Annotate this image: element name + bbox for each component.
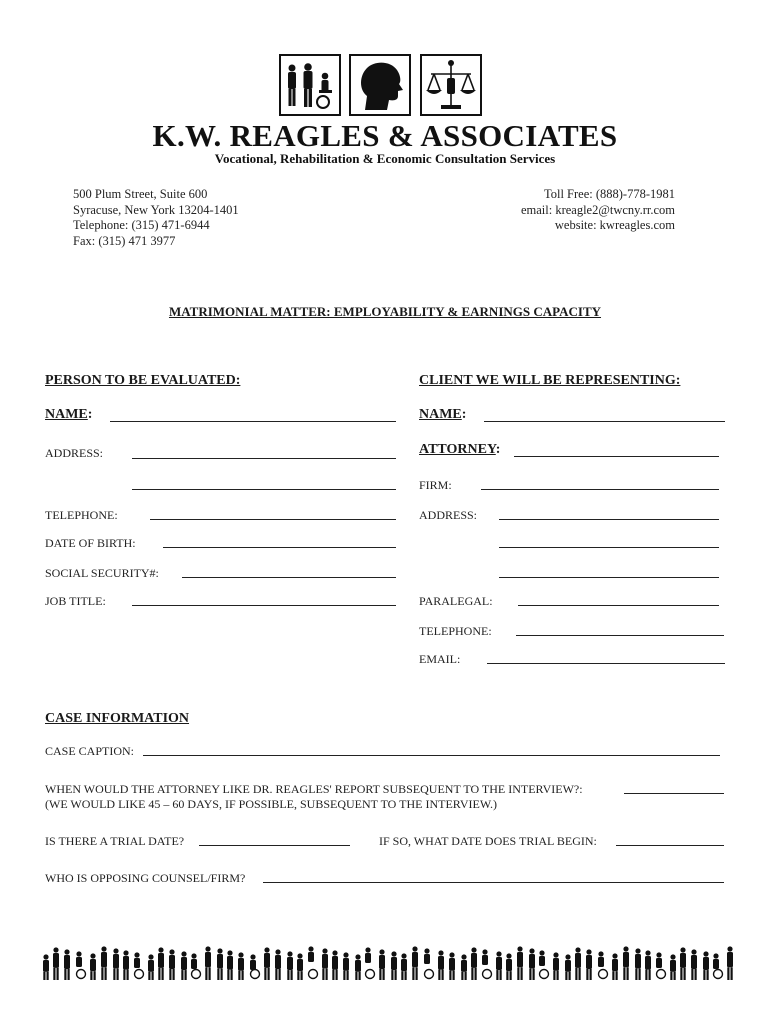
client-telephone-label: TELEPHONE: (419, 624, 492, 638)
client-name-label: NAME: (419, 407, 467, 422)
person-silhouette (169, 949, 175, 980)
person-silhouette (134, 952, 144, 978)
person-silhouette (517, 946, 523, 980)
case-caption-label: CASE CAPTION: (45, 744, 135, 758)
person-silhouette (76, 951, 86, 978)
person-silhouette (343, 952, 349, 980)
contact-line: email: kreagle2@twcny.rr.com (520, 202, 675, 217)
contact-block (521, 187, 675, 234)
person-silhouette (391, 951, 397, 980)
client-address-field[interactable] (499, 519, 719, 520)
person-address-field-2[interactable] (132, 489, 396, 490)
person-silhouette (612, 953, 618, 980)
person-silhouette (461, 954, 467, 980)
person-dob-field[interactable] (163, 547, 396, 548)
opposing-counsel-field[interactable] (263, 882, 724, 883)
client-name-field[interactable] (484, 421, 725, 422)
person-silhouette (713, 953, 723, 978)
person-silhouette (308, 946, 318, 978)
person-silhouette (539, 950, 549, 978)
person-silhouette (401, 953, 407, 980)
person-silhouette (438, 950, 444, 980)
paralegal-field[interactable] (518, 605, 719, 606)
person-dob-label: DATE OF BIRTH: (45, 536, 136, 550)
person-silhouette (565, 954, 571, 980)
person-address-label: ADDRESS: (45, 446, 104, 460)
person-silhouette (287, 951, 293, 980)
trial-date-question: IS THERE A TRIAL DATE? (45, 834, 185, 848)
person-silhouette (635, 948, 641, 980)
person-evaluated-heading: PERSON TO BE EVALUATED: (45, 373, 241, 388)
person-silhouette (264, 947, 270, 980)
case-information-heading: CASE INFORMATION (45, 711, 190, 726)
address-line: Fax: (315) 471 3977 (73, 233, 176, 248)
person-silhouette (43, 954, 49, 980)
person-silhouette (365, 947, 375, 978)
person-silhouette (238, 952, 244, 980)
client-email-label: EMAIL: (419, 652, 461, 666)
people-silhouette-row-icon (40, 944, 738, 980)
trial-begin-field[interactable] (616, 845, 724, 846)
person-silhouette (322, 948, 328, 980)
person-silhouette (123, 950, 129, 980)
person-silhouette (623, 946, 629, 980)
person-ssn-label: SOCIAL SECURITY#: (45, 566, 159, 580)
company-name: K.W. REAGLES & ASSOCIATES (152, 118, 618, 153)
person-silhouette (113, 948, 119, 980)
person-telephone-field[interactable] (150, 519, 396, 520)
person-silhouette (355, 954, 361, 980)
person-silhouette (227, 950, 233, 980)
person-silhouette (205, 946, 211, 980)
client-address-field-3[interactable] (499, 577, 719, 578)
person-telephone-label: TELEPHONE: (45, 508, 118, 522)
contact-line: Toll Free: (888)-778-1981 (543, 187, 675, 201)
person-silhouette (645, 950, 651, 980)
person-silhouette (506, 953, 512, 980)
person-silhouette (482, 949, 492, 978)
person-silhouette (575, 947, 581, 980)
person-ssn-field[interactable] (182, 577, 396, 578)
address-line: Telephone: (315) 471-6944 (73, 218, 210, 232)
report-timing-field[interactable] (624, 793, 724, 794)
trial-begin-question: IF SO, WHAT DATE DOES TRIAL BEGIN: (379, 834, 597, 848)
person-silhouette (250, 954, 260, 978)
person-job-title-field[interactable] (132, 605, 396, 606)
person-job-title-label: JOB TITLE: (45, 594, 106, 608)
opposing-counsel-question: WHO IS OPPOSING COUNSEL/FIRM? (45, 871, 246, 885)
person-name-field[interactable] (110, 421, 396, 422)
person-silhouette (680, 947, 686, 980)
person-address-field[interactable] (132, 458, 396, 459)
person-silhouette (529, 948, 535, 980)
person-silhouette (275, 949, 281, 980)
scales-of-justice-icon (420, 54, 482, 116)
person-silhouette (90, 953, 96, 980)
attorney-field[interactable] (514, 456, 719, 457)
firm-field[interactable] (481, 489, 719, 490)
person-silhouette (181, 951, 187, 980)
client-address-field-2[interactable] (499, 547, 719, 548)
person-silhouette (598, 951, 608, 978)
attorney-label: ATTORNEY: (419, 442, 501, 457)
person-silhouette (424, 948, 434, 978)
address-line: 500 Plum Street, Suite 600 (73, 187, 208, 201)
person-silhouette (379, 949, 385, 980)
person-silhouette (191, 953, 201, 978)
report-timing-question: WHEN WOULD THE ATTORNEY LIKE DR. REAGLES' REPORT SUBSEQUENT TO THE INTERVIEW?: (45, 782, 583, 796)
person-silhouette (297, 953, 303, 980)
report-timing-note: (WE WOULD LIKE 45 – 60 DAYS, IF POSSIBLE, SUBSEQUENT TO THE INTERVIEW.) (45, 797, 498, 811)
head-profile-icon (349, 54, 411, 116)
person-silhouette (586, 949, 592, 980)
client-telephone-field[interactable] (516, 635, 724, 636)
person-silhouette (449, 952, 455, 980)
firm-label: FIRM: (419, 478, 452, 492)
contact-line: website: kwreagles.com (554, 218, 675, 232)
address-block (73, 187, 239, 249)
person-silhouette (656, 952, 666, 978)
trial-date-field[interactable] (199, 845, 350, 846)
person-silhouette (703, 951, 709, 980)
person-silhouette (217, 948, 223, 980)
person-silhouette (553, 952, 559, 980)
client-address-label: ADDRESS: (419, 508, 478, 522)
address-line: Syracuse, New York 13204-1401 (73, 202, 239, 217)
person-silhouette (471, 947, 477, 980)
people-group-icon (279, 54, 341, 116)
paralegal-label: PARALEGAL: (419, 594, 493, 608)
person-silhouette (727, 946, 733, 980)
person-silhouette (412, 946, 418, 980)
form-title: MATRIMONIAL MATTER: EMPLOYABILITY & EARNINGS CAPACITY (168, 304, 602, 319)
person-silhouette (101, 946, 107, 980)
person-name-label: NAME: (45, 407, 93, 422)
person-silhouette (496, 951, 502, 980)
person-silhouette (158, 947, 164, 980)
person-silhouette (332, 950, 338, 980)
client-heading: CLIENT WE WILL BE REPRESENTING: (419, 373, 681, 388)
company-tagline: Vocational, Rehabilitation & Economic Consultation Services (214, 151, 556, 166)
case-caption-field[interactable] (143, 755, 720, 756)
person-silhouette (670, 954, 676, 980)
person-silhouette (64, 949, 70, 980)
client-email-field[interactable] (487, 663, 725, 664)
person-silhouette (53, 947, 59, 980)
person-silhouette (691, 949, 697, 980)
person-silhouette (148, 954, 154, 980)
